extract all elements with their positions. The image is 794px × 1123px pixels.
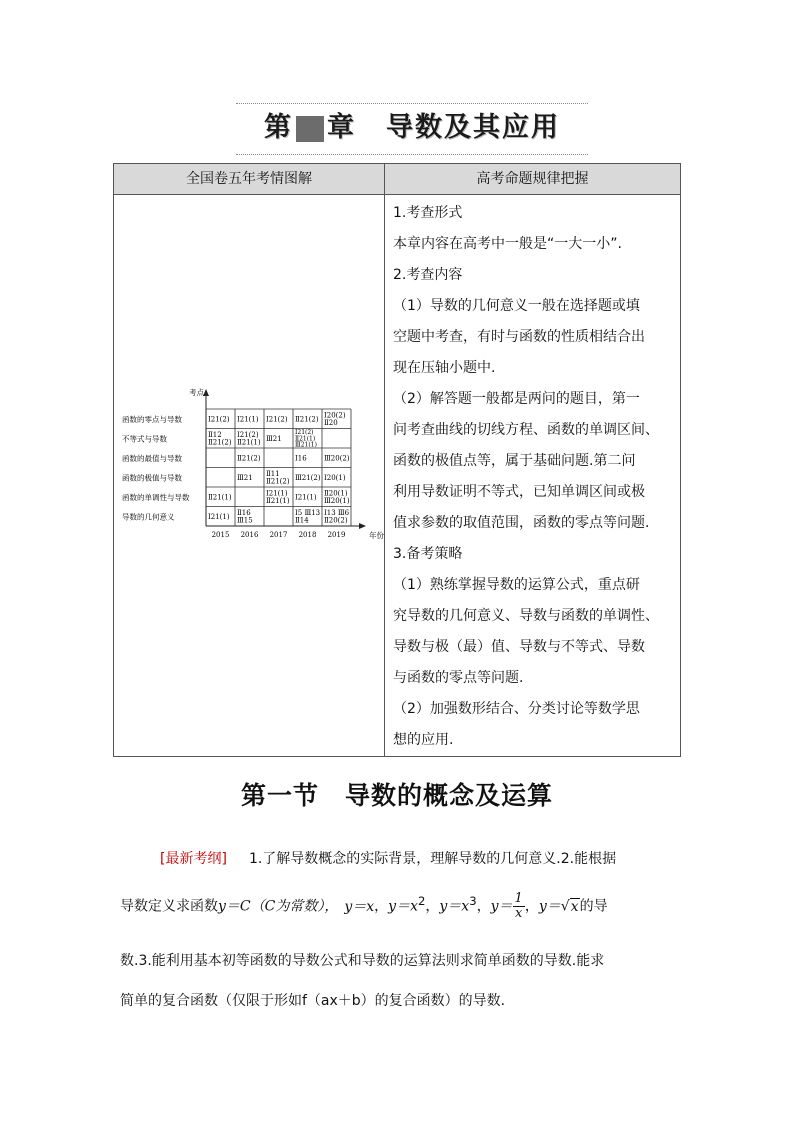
cell-label: Ⅱ21(1) (295, 435, 316, 443)
topic-label: 导数的几何意义 (122, 512, 175, 522)
pattern-line: 空题中考查，有时与函数的性质相结合出 (393, 329, 645, 345)
x-axis-label: 年份 (369, 531, 384, 540)
cell-label: Ⅰ21(1) (208, 512, 230, 521)
cell-label: Ⅰ13 Ⅲ6 (324, 508, 350, 517)
cell-label: Ⅰ21(2) (208, 415, 230, 424)
fraction-one-over-x: $\frac{1}{x}$ (514, 891, 523, 921)
outline-line-3: 数.3.能利用基本初等函数的导数公式和导数的运算法则求简单函数的导数.能求 (120, 953, 605, 969)
exam-pattern-text (385, 195, 681, 757)
outline-line-4: 简单的复合函数（仅限于形如f（ax＋b）的复合函数）的导数. (120, 993, 506, 1009)
chart-cell (114, 195, 385, 757)
pattern-line: 利用导数证明不等式，已知单调区间或极 (393, 484, 645, 500)
chapter-prefix: 第 (264, 112, 293, 143)
cell-label: Ⅱ20(2) (324, 516, 348, 525)
outline-tag: [最新考纲] (160, 851, 227, 867)
cell-label: Ⅱ21(2) (237, 454, 261, 463)
topic-label: 不等式与导数 (122, 434, 167, 444)
year-tick-label: 2018 (298, 531, 317, 539)
chapter-name: 导数及其应用 (386, 112, 560, 143)
pattern-line: 问考查曲线的切线方程、函数的单调区间、 (393, 422, 659, 438)
cell-label: Ⅰ21(1) (237, 415, 259, 424)
pattern-line: 想的应用. (393, 732, 454, 748)
const-function: y＝C（C为常数）， (218, 898, 339, 915)
cell-label: Ⅲ21(2) (295, 473, 321, 482)
cell-label: Ⅲ21(1) (295, 441, 317, 449)
pattern-line: （1）熟练掌握导数的运算公式，重点研 (393, 577, 640, 593)
cell-label: Ⅱ21(1) (237, 438, 261, 447)
cell-label: Ⅱ11 (266, 469, 280, 478)
topic-label: 函数的零点与导数 (122, 414, 182, 424)
cell-label: Ⅰ5 Ⅲ13 (295, 508, 321, 517)
outline-line-2: 导数定义求函数y＝C（C为常数）， y＝x，$y=x^2$，$y=x^3$，y＝ $\frac{1}{x}$ ，y＝√x的导 (120, 891, 608, 921)
cell-label: Ⅰ21(2) (295, 429, 314, 437)
topic-label: 函数的极值与导数 (122, 473, 182, 483)
cell-label: Ⅱ21(2) (266, 477, 290, 486)
year-tick-label: 2015 (211, 531, 230, 539)
cell-label: Ⅱ21(2) (208, 438, 232, 447)
cell-label: Ⅱ21(2) (295, 415, 319, 424)
chapter-suffix: 章 (327, 112, 356, 143)
cell-label: Ⅱ21(1) (266, 497, 290, 506)
cell-label: Ⅲ21 (266, 434, 282, 443)
sqrt-x: √x (560, 898, 579, 915)
cell-label: Ⅱ20(1) (324, 489, 348, 498)
pattern-line: 导数与极（最）值、导数与不等式、导数 (393, 639, 645, 655)
cell-label: Ⅲ15 (237, 516, 253, 525)
cell-label: Ⅲ21 (237, 473, 253, 482)
cell-label: Ⅱ12 (208, 430, 222, 439)
outline-line-1: 1.了解导数概念的实际背景，理解导数的几何意义.2.能根据 (248, 851, 617, 867)
topic-label: 函数的最值与导数 (122, 453, 182, 463)
pattern-line: 现在压轴小题中. (393, 360, 496, 376)
pattern-line: 2.考查内容 (393, 267, 463, 283)
year-tick-label: 2017 (269, 531, 288, 539)
pattern-line: （1）导数的几何意义一般在选择题或填 (393, 298, 640, 314)
cell-label: Ⅰ21(2) (237, 430, 259, 439)
chapter-number-box (296, 116, 324, 142)
cell-label: Ⅰ21(1) (266, 489, 288, 498)
pattern-line: 本章内容在高考中一般是“一大一小”. (393, 236, 622, 252)
pattern-line: 1.考查形式 (393, 205, 463, 221)
right-header: 高考命题规律把握 (385, 164, 681, 195)
y-axis-label: 考点 (189, 388, 204, 397)
cell-label: Ⅰ20(2) (324, 411, 346, 420)
pattern-line: 与函数的零点等问题. (393, 670, 524, 686)
pattern-line: （2）解答题一般都是两问的题目，第一 (393, 391, 640, 407)
x-axis-arrow (359, 523, 366, 529)
pattern-line: 3.备考策略 (393, 546, 463, 562)
topic-label: 函数的单调性与导数 (122, 492, 190, 502)
year-tick-label: 2016 (240, 531, 259, 539)
exam-distribution-chart (114, 195, 384, 753)
pattern-line: 值求参数的取值范围，函数的零点等问题. (393, 515, 650, 531)
cell-label: Ⅰ20(1) (324, 473, 346, 482)
cell-label: Ⅱ21(1) (208, 493, 232, 502)
pattern-line: 究导数的几何意义、导数与函数的单调性、 (393, 608, 659, 624)
pattern-line: 函数的极值点等，属于基础问题.第二问 (393, 453, 636, 469)
cell-label: Ⅲ20(1) (324, 497, 350, 506)
cell-label: Ⅱ16 (237, 508, 251, 517)
pattern-line: （2）加强数形结合、分类讨论等数学思 (393, 701, 640, 717)
cell-label: Ⅰ16 (295, 454, 307, 463)
chapter-title (236, 103, 588, 155)
left-header: 全国卷五年考情图解 (114, 164, 385, 195)
cell-label: Ⅰ21(1) (295, 493, 317, 502)
cell-label: Ⅲ20(2) (324, 454, 350, 463)
year-tick-label: 2019 (327, 531, 346, 539)
cell-label: Ⅱ14 (295, 516, 309, 525)
cell-label: Ⅱ20 (324, 419, 338, 428)
section-title: 第一节 导数的概念及运算 (240, 781, 553, 810)
cell-label: Ⅰ21(2) (266, 415, 288, 424)
overview-table (113, 163, 681, 757)
